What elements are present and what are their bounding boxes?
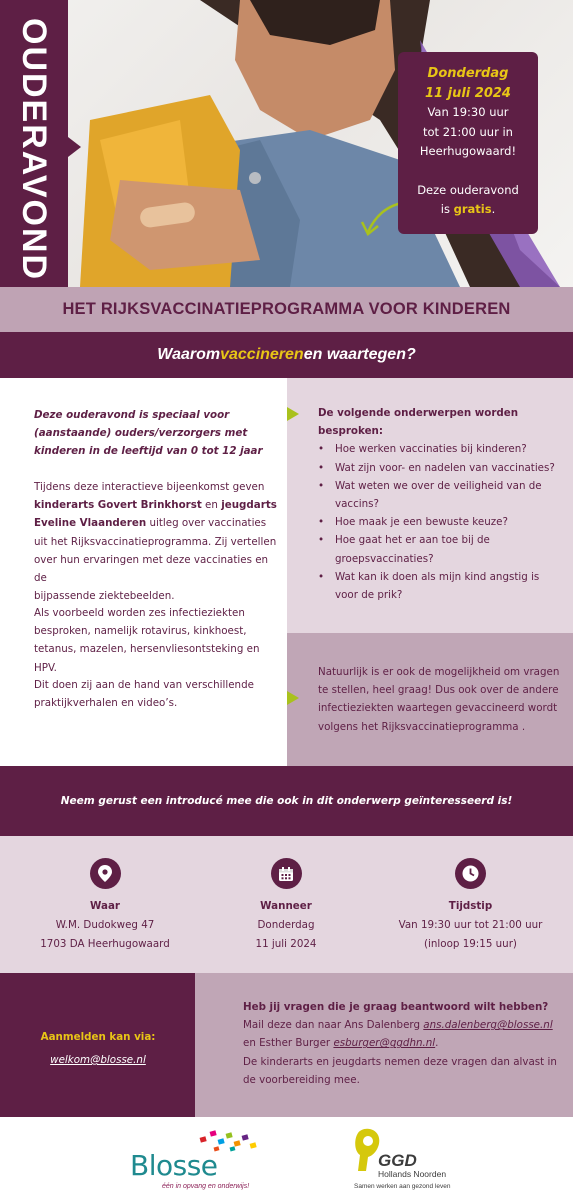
list-item: • Wat zijn voor- en nadelen van vaccinaties? xyxy=(318,459,568,477)
hero-photo xyxy=(0,0,573,287)
list-item: • Wat kan ik doen als mijn kind angstig is voor de prik? xyxy=(318,568,568,604)
date-line-start: Van 19:30 uur xyxy=(427,105,509,119)
date-date: 11 juli 2024 xyxy=(425,85,511,101)
subtitle-band xyxy=(0,332,573,378)
questions-note-column xyxy=(287,633,573,766)
paragraph-line: volgens het Rijksvaccinatieprogramma . xyxy=(318,720,526,733)
questions-line: De kinderarts en jeugdarts nemen deze vragen dan alvast in xyxy=(243,1055,557,1068)
list-item: • Hoe werken vaccinaties bij kinderen? xyxy=(318,440,568,458)
date-day: Donderdag xyxy=(427,66,509,81)
program-title: HET RIJKSVACCINATIEPROGRAMMA VOOR KINDEREN xyxy=(62,300,511,318)
email-link-esther[interactable]: esburger@ggdhn.nl xyxy=(333,1037,436,1050)
date-line-place: Heerhugowaard! xyxy=(419,144,517,158)
method-paragraph xyxy=(34,676,279,712)
info-where xyxy=(20,858,190,954)
signup-title: Aanmelden kan via: xyxy=(40,1031,156,1043)
subtitle: Waaromvaccinerenen waartegen? xyxy=(157,332,415,378)
info-time xyxy=(388,858,553,954)
paragraph-line: over hun ervaringen met deze vaccinaties en de xyxy=(34,553,269,585)
paragraph-line: tetanus, mazelen, hersenvliesontsteking en HPV. xyxy=(34,643,260,674)
free-label: gratis xyxy=(453,202,492,216)
clock-icon xyxy=(455,858,486,889)
speakers-paragraph xyxy=(34,478,279,605)
intro-line: (aanstaande) ouders/verzorgers met xyxy=(34,427,248,440)
blosse-name: Blosse xyxy=(130,1149,218,1182)
when-title: Wanneer xyxy=(260,900,312,912)
questions-note xyxy=(318,663,568,736)
ggd-logo xyxy=(352,1127,452,1193)
questions-line: Mail deze dan naar Ans Dalenberg ans.dalenberg@blosse.nl xyxy=(243,1019,553,1032)
intro-column xyxy=(0,378,287,766)
paragraph-line: infectieziekten waartegen gevaccineerd wordt xyxy=(318,702,558,715)
list-item: • Wat weten we over de veiligheid van de vaccins? xyxy=(318,477,568,513)
title-bar-notch xyxy=(68,137,81,157)
subtitle-highlight: vaccineren xyxy=(220,346,304,363)
paragraph-line: bijpassende ziektebeelden. xyxy=(34,590,175,603)
topics-list xyxy=(318,440,568,604)
vertical-title: OUDERAVOND xyxy=(15,18,53,282)
paragraph-line: te stellen, heel graag! Dus ook over de andere xyxy=(318,684,559,697)
signup-block xyxy=(18,1028,178,1070)
event-info-row xyxy=(0,836,573,973)
ggd-tagline: Samen werken aan gezond leven xyxy=(354,1183,451,1190)
topics-heading: De volgende onderwerpen worden xyxy=(318,407,519,419)
calendar-icon xyxy=(271,858,302,889)
when-line2: 11 juli 2024 xyxy=(255,938,317,950)
ggd-name: GGD xyxy=(378,1151,417,1170)
paragraph-line: besproken, namelijk rotavirus, kinkhoest, xyxy=(34,625,247,638)
speaker-2-role: jeugdarts xyxy=(221,499,277,512)
time-line2: (inloop 19:15 uur) xyxy=(424,938,517,950)
free-note-line1: Deze ouderavond xyxy=(417,182,519,197)
questions-block xyxy=(243,998,563,1089)
date-line-end: tot 21:00 uur in xyxy=(423,124,513,139)
topics-column xyxy=(287,378,573,633)
questions-heading: Heb jij vragen die je graag beantwoord wilt hebben? xyxy=(243,1001,549,1013)
program-title-band xyxy=(0,287,573,332)
time-title: Tijdstip xyxy=(448,900,493,912)
topics-heading: besproken: xyxy=(318,425,384,438)
date-box xyxy=(398,52,538,234)
ggd-region: Hollands Noorden xyxy=(378,1169,447,1179)
blosse-logo xyxy=(130,1127,270,1193)
intro-line: kinderen in de leeftijd van 0 tot 12 jaar xyxy=(34,445,263,458)
speaker-2: Eveline Vlaanderen xyxy=(34,517,147,530)
footer-logos xyxy=(0,1117,573,1200)
paragraph-line: Tijdens deze interactieve bijeenkomst geven xyxy=(34,481,265,493)
where-line1: W.M. Dudokweg 47 xyxy=(55,919,155,931)
free-note-line2: is gratis. xyxy=(440,202,496,216)
info-when xyxy=(216,858,356,954)
paragraph-line: kinderarts Govert Brinkhorst en jeugdarts xyxy=(34,499,277,512)
speaker-1: kinderarts Govert Brinkhorst xyxy=(34,499,202,512)
questions-line: de voorbereiding mee. xyxy=(243,1073,360,1086)
diseases-paragraph xyxy=(34,604,284,677)
paragraph-line: Natuurlijk is er ook de mogelijkheid om vragen xyxy=(318,666,560,678)
where-line2: 1703 DA Heerhugowaard xyxy=(40,938,170,950)
paragraph-line: Eveline Vlaanderen uitleg over vaccinaties xyxy=(34,517,267,530)
introduce-band xyxy=(0,766,573,836)
introduce-text: Neem gerust een introducé mee die ook in dit onderwerp geïnteresseerd is! xyxy=(60,795,513,807)
list-item: • Hoe gaat het er aan toe bij de groepsvaccinaties? xyxy=(318,531,568,567)
email-link-ans[interactable]: ans.dalenberg@blosse.nl xyxy=(423,1019,553,1032)
paragraph-line: uit het Rijksvaccinatieprogramma. Zij vertellen xyxy=(34,535,277,548)
intro-audience xyxy=(34,406,279,461)
list-item: • Hoe maak je een bewuste keuze? xyxy=(318,513,568,531)
blosse-tagline: één in opvang en onderwijs! xyxy=(162,1183,250,1190)
signup-email-link[interactable]: welkom@blosse.nl xyxy=(50,1054,146,1066)
location-pin-icon xyxy=(90,858,121,889)
paragraph-line: Dit doen zij aan de hand van verschillende xyxy=(34,679,254,691)
time-line1: Van 19:30 uur tot 21:00 uur xyxy=(398,919,543,931)
questions-line: en Esther Burger esburger@ggdhn.nl. xyxy=(243,1037,439,1050)
topics-block xyxy=(318,404,568,604)
paragraph-line: Als voorbeeld worden zes infectieziekten xyxy=(34,607,245,619)
green-arrow-icon xyxy=(287,691,299,705)
paragraph-line: praktijkverhalen en video’s. xyxy=(34,697,178,710)
intro-line: Deze ouderavond is speciaal voor xyxy=(34,409,230,421)
where-title: Waar xyxy=(90,900,120,912)
when-line1: Donderdag xyxy=(257,919,315,931)
green-arrow-icon xyxy=(287,407,299,421)
